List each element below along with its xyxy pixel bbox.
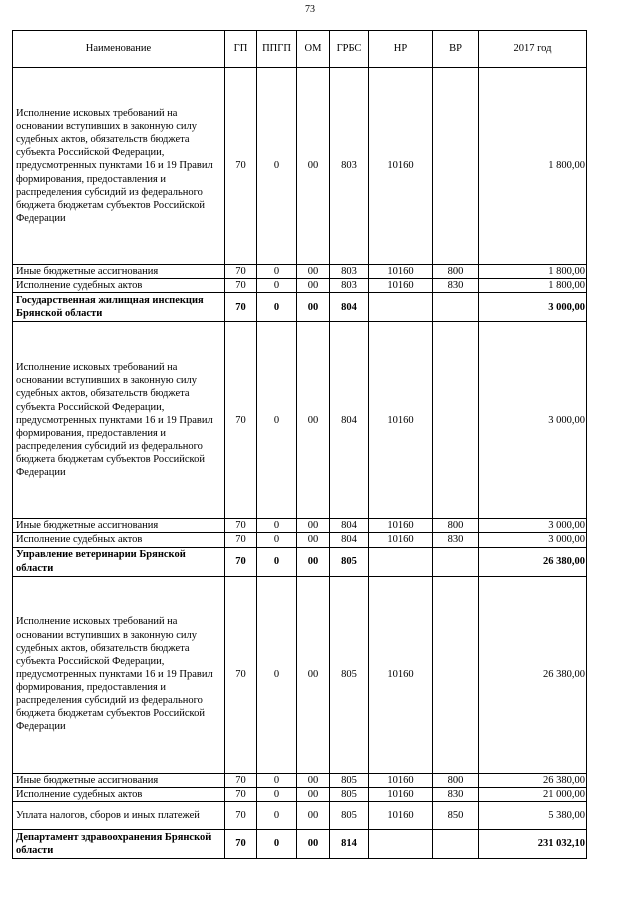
row-gp: 70 [225, 801, 257, 829]
row-nr: 10160 [369, 265, 433, 279]
row-ppgp: 0 [257, 322, 297, 519]
row-om: 00 [297, 68, 330, 265]
row-ppgp: 0 [257, 787, 297, 801]
row-grbs: 805 [330, 773, 369, 787]
table-row [13, 322, 587, 519]
row-gp: 70 [225, 576, 257, 773]
row-name: Исполнение исковых требований на основании вступивших в законную силу судебных актов, обязательств бюджета субъекта Российской Федерации, предусмотренных пунктами 16 и 19 Правил формирования, предоставления и распределения субсидий из федерального бюджета бюджетам субъектов Российской Федерации [13, 322, 225, 519]
table-row [13, 265, 587, 279]
row-nr: 10160 [369, 533, 433, 547]
row-amount: 1 800,00 [479, 265, 587, 279]
table-row [13, 547, 587, 576]
row-vr: 830 [433, 533, 479, 547]
row-vr [433, 576, 479, 773]
row-nr [369, 829, 433, 858]
row-grbs: 805 [330, 576, 369, 773]
row-vr: 830 [433, 787, 479, 801]
table-row [13, 787, 587, 801]
row-ppgp: 0 [257, 68, 297, 265]
col-header-grbs: ГРБС [330, 31, 369, 68]
row-vr: 800 [433, 519, 479, 533]
row-ppgp: 0 [257, 533, 297, 547]
row-grbs: 803 [330, 279, 369, 293]
table-row [13, 519, 587, 533]
table-row [13, 68, 587, 265]
row-ppgp: 0 [257, 576, 297, 773]
row-amount: 231 032,10 [479, 829, 587, 858]
row-vr: 850 [433, 801, 479, 829]
row-name: Департамент здравоохранения Брянской области [13, 829, 225, 858]
row-gp: 70 [225, 519, 257, 533]
row-name: Иные бюджетные ассигнования [13, 773, 225, 787]
row-gp: 70 [225, 68, 257, 265]
row-amount: 3 000,00 [479, 293, 587, 322]
table-row [13, 279, 587, 293]
row-om: 00 [297, 533, 330, 547]
page-number: 73 [305, 4, 315, 15]
col-header-year: 2017 год [479, 31, 587, 68]
row-grbs: 804 [330, 533, 369, 547]
row-name: Управление ветеринарии Брянской области [13, 547, 225, 576]
row-grbs: 803 [330, 68, 369, 265]
row-vr: 800 [433, 773, 479, 787]
row-om: 00 [297, 547, 330, 576]
row-grbs: 805 [330, 801, 369, 829]
row-vr [433, 68, 479, 265]
row-name: Исполнение исковых требований на основании вступивших в законную силу судебных актов, обязательств бюджета субъекта Российской Федерации, предусмотренных пунктами 16 и 19 Правил формирования, предоставления и распределения субсидий из федерального бюджета бюджетам субъектов Российской Федерации [13, 68, 225, 265]
table-row [13, 773, 587, 787]
row-vr: 800 [433, 265, 479, 279]
table-header-row [13, 31, 587, 68]
row-amount: 26 380,00 [479, 576, 587, 773]
row-ppgp: 0 [257, 265, 297, 279]
row-name: Исполнение судебных актов [13, 279, 225, 293]
budget-table [12, 30, 587, 859]
row-ppgp: 0 [257, 293, 297, 322]
row-gp: 70 [225, 787, 257, 801]
row-vr: 830 [433, 279, 479, 293]
row-grbs: 804 [330, 322, 369, 519]
row-ppgp: 0 [257, 547, 297, 576]
row-name: Государственная жилищная инспекция Брянской области [13, 293, 225, 322]
row-ppgp: 0 [257, 519, 297, 533]
row-name: Исполнение исковых требований на основании вступивших в законную силу судебных актов, обязательств бюджета субъекта Российской Федерации, предусмотренных пунктами 16 и 19 Правил формирования, предоставления и распределения субсидий из федерального бюджета бюджетам субъектов Российской Федерации [13, 576, 225, 773]
row-gp: 70 [225, 829, 257, 858]
row-grbs: 805 [330, 547, 369, 576]
row-amount: 3 000,00 [479, 533, 587, 547]
row-gp: 70 [225, 265, 257, 279]
row-ppgp: 0 [257, 773, 297, 787]
table-row [13, 533, 587, 547]
row-nr: 10160 [369, 773, 433, 787]
row-nr: 10160 [369, 576, 433, 773]
row-grbs: 803 [330, 265, 369, 279]
row-vr [433, 829, 479, 858]
row-gp: 70 [225, 533, 257, 547]
row-amount: 26 380,00 [479, 547, 587, 576]
row-ppgp: 0 [257, 801, 297, 829]
row-name: Уплата налогов, сборов и иных платежей [13, 801, 225, 829]
row-om: 00 [297, 801, 330, 829]
row-name: Иные бюджетные ассигнования [13, 265, 225, 279]
row-om: 00 [297, 787, 330, 801]
row-om: 00 [297, 279, 330, 293]
row-nr: 10160 [369, 787, 433, 801]
row-nr: 10160 [369, 279, 433, 293]
row-gp: 70 [225, 293, 257, 322]
row-om: 00 [297, 322, 330, 519]
row-om: 00 [297, 829, 330, 858]
row-grbs: 804 [330, 519, 369, 533]
table-row [13, 801, 587, 829]
row-amount: 26 380,00 [479, 773, 587, 787]
row-vr [433, 547, 479, 576]
row-ppgp: 0 [257, 829, 297, 858]
row-nr [369, 293, 433, 322]
row-om: 00 [297, 773, 330, 787]
row-vr [433, 293, 479, 322]
row-om: 00 [297, 293, 330, 322]
col-header-vr: ВР [433, 31, 479, 68]
row-gp: 70 [225, 279, 257, 293]
row-amount: 1 800,00 [479, 279, 587, 293]
row-vr [433, 322, 479, 519]
row-grbs: 805 [330, 787, 369, 801]
row-amount: 3 000,00 [479, 322, 587, 519]
row-amount: 1 800,00 [479, 68, 587, 265]
row-amount: 5 380,00 [479, 801, 587, 829]
col-header-gp: ГП [225, 31, 257, 68]
row-nr: 10160 [369, 519, 433, 533]
table-row [13, 576, 587, 773]
col-header-ppgp: ППГП [257, 31, 297, 68]
row-name: Исполнение судебных актов [13, 787, 225, 801]
row-nr [369, 547, 433, 576]
row-om: 00 [297, 265, 330, 279]
row-om: 00 [297, 519, 330, 533]
row-gp: 70 [225, 322, 257, 519]
row-grbs: 814 [330, 829, 369, 858]
row-gp: 70 [225, 547, 257, 576]
row-om: 00 [297, 576, 330, 773]
table-row [13, 829, 587, 858]
row-nr: 10160 [369, 68, 433, 265]
row-gp: 70 [225, 773, 257, 787]
col-header-name: Наименование [13, 31, 225, 68]
row-name: Исполнение судебных актов [13, 533, 225, 547]
col-header-om: ОМ [297, 31, 330, 68]
row-nr: 10160 [369, 322, 433, 519]
row-ppgp: 0 [257, 279, 297, 293]
row-name: Иные бюджетные ассигнования [13, 519, 225, 533]
col-header-nr: НР [369, 31, 433, 68]
row-amount: 3 000,00 [479, 519, 587, 533]
row-grbs: 804 [330, 293, 369, 322]
table-row [13, 293, 587, 322]
row-amount: 21 000,00 [479, 787, 587, 801]
row-nr: 10160 [369, 801, 433, 829]
